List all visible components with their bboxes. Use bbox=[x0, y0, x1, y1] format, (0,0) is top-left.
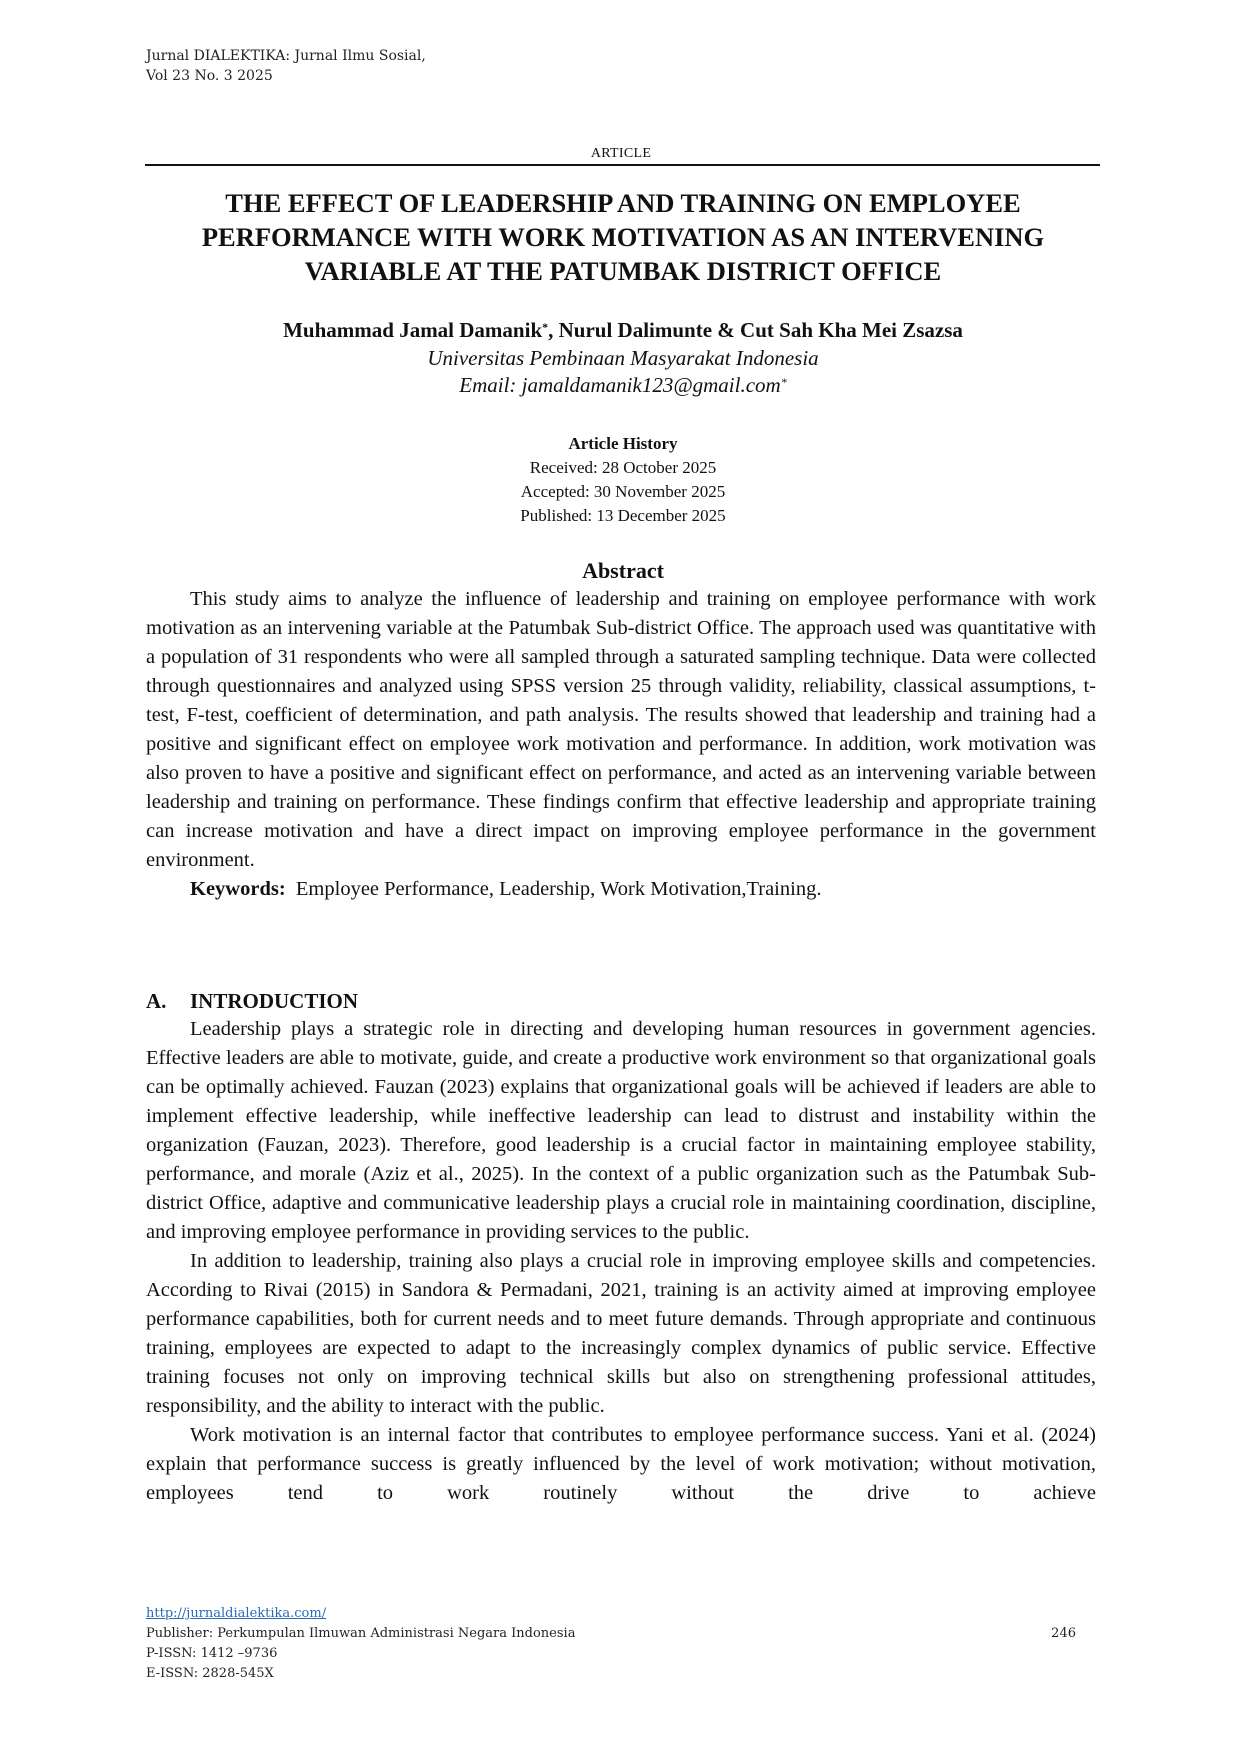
title-line: VARIABLE AT THE PATUMBAK DISTRICT OFFICE bbox=[304, 256, 942, 286]
section-title: INTRODUCTION bbox=[190, 989, 359, 1013]
title-line: PERFORMANCE WITH WORK MOTIVATION AS AN INTERVENING bbox=[201, 222, 1045, 252]
keywords bbox=[146, 875, 1096, 904]
publisher: Publisher: Perkumpulan Ilmuwan Administrasi Negara Indonesia bbox=[146, 1626, 576, 1641]
abstract-heading: Abstract bbox=[582, 558, 664, 583]
introduction-section bbox=[146, 1015, 1096, 1508]
article-history bbox=[146, 432, 1100, 528]
received-date: Received: 28 October 2025 bbox=[529, 458, 717, 477]
corresponding-author-mark: * bbox=[542, 320, 549, 334]
journal-name: Jurnal DIALEKTIKA: Jurnal Ilmu Sosial, bbox=[146, 48, 426, 64]
paper-title bbox=[146, 186, 1100, 288]
abstract-text: This study aims to analyze the influence of leadership and training on employee performance with work motivation as an intervening variable at the Patumbak Sub-district Office. The approach used was quantitative with a population of 31 respondents who were all sampled through a saturated sampling technique. Data were collected through questionnaires and analyzed using SPSS version 25 through validity, reliability, classical assumptions, t-test, F-test, coefficient of determination, and path analysis. The results showed that leadership and training had a positive and significant effect on employee work motivation and performance. In addition, work motivation was also proven to have a positive and significant effect on performance, and acted as an intervening variable between leadership and training on performance. These findings confirm that effective leadership and appropriate training can increase motivation and have a direct impact on improving employee performance in the government environment. bbox=[146, 588, 1096, 871]
page-number: 246 bbox=[1051, 1626, 1076, 1641]
article-history-heading: Article History bbox=[568, 434, 678, 453]
paragraph: Work motivation is an internal factor that contributes to employee performance success. Yani et al. (2024) explain that performance success is greatly influenced by the level of work motivation; without motivation, employees tend to work routinely without the drive to achieve bbox=[146, 1424, 1096, 1504]
keywords-list: Employee Performance, Leadership, Work Motivation,Training. bbox=[295, 878, 822, 900]
keywords-label: Keywords: bbox=[190, 878, 286, 900]
co-authors: , Nurul Dalimunte & Cut Sah Kha Mei Zsazsa bbox=[548, 318, 963, 342]
title-line: THE EFFECT OF LEADERSHIP AND TRAINING ON EMPLOYEE bbox=[225, 188, 1021, 218]
header-divider bbox=[145, 164, 1100, 166]
corresponding-author-mark: * bbox=[780, 375, 787, 389]
author-email bbox=[146, 372, 1100, 399]
paragraph: Leadership plays a strategic role in directing and developing human resources in government agencies. Effective leaders are able to motivate, guide, and create a productive work environment so that organizational goals can be optimally achieved. Fauzan (2023) explains that organizational goals will be achieved if leaders are able to implement effective leadership, while ineffective leadership can lead to distrust and instability within the organization (Fauzan, 2023). Therefore, good leadership is a crucial factor in maintaining employee stability, performance, and morale (Aziz et al., 2025). In the context of a public organization such as the Patumbak Sub-district Office, adaptive and communicative leadership plays a crucial role in maintaining coordination, discipline, and improving employee performance in providing services to the public. bbox=[146, 1018, 1096, 1243]
e-issn: E-ISSN: 2828-545X bbox=[146, 1666, 274, 1681]
journal-url-link[interactable]: http://jurnaldialektika.com/ bbox=[146, 1606, 327, 1621]
affiliation: Universitas Pembinaan Masyarakat Indonesia bbox=[427, 346, 819, 370]
author-name: Muhammad Jamal Damanik bbox=[283, 318, 543, 342]
section-number: A. bbox=[146, 989, 167, 1013]
journal-header bbox=[146, 46, 426, 86]
paragraph: In addition to leadership, training also plays a crucial role in improving employee skills and competencies. According to Rivai (2015) in Sandora & Permadani, 2021, training is an activity aimed at improving employee performance capabilities, both for current needs and to meet future demands. Through appropriate and continuous training, employees are expected to adapt to the increasingly complex dynamics of public service. Effective training focuses not only on improving technical skills but also on strengthening professional attitudes, responsibility, and the ability to interact with the public. bbox=[146, 1250, 1096, 1417]
page-footer bbox=[146, 1604, 1096, 1684]
introduction-heading bbox=[146, 988, 358, 1014]
p-issn: P-ISSN: 1412 –9736 bbox=[146, 1646, 278, 1661]
email-text: Email: jamaldamanik123@gmail.com bbox=[459, 373, 781, 397]
abstract-section bbox=[146, 585, 1096, 904]
article-type-label: ARTICLE bbox=[590, 146, 652, 161]
published-date: Published: 13 December 2025 bbox=[520, 506, 726, 525]
author-list bbox=[146, 317, 1100, 343]
accepted-date: Accepted: 30 November 2025 bbox=[520, 482, 726, 501]
journal-volume: Vol 23 No. 3 2025 bbox=[146, 68, 273, 84]
